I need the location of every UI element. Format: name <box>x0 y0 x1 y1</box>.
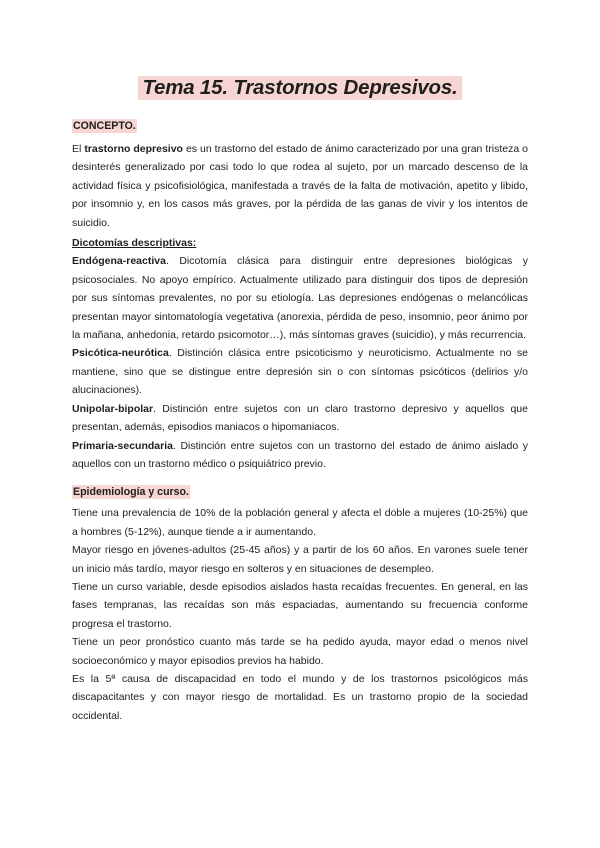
epidemiologia-paragraph: Es la 5ª causa de discapacidad en todo el mundo y de los trastornos psicológicos más discapacitantes y con mayor riesgo de mortalidad. Es un trastorno propio de la sociedad occidental. <box>72 672 528 722</box>
dicotomia-item: Primaria-secundaria. Distinción entre sujetos con un trastorno del estado de ánimo aislado y aquellos con un trastorno médico o psiquiátrico previo. <box>72 439 528 470</box>
section-heading-concepto: CONCEPTO. <box>73 120 136 132</box>
epidemiologia-paragraph: Tiene un peor pronóstico cuanto más tarde se ha pedido ayuda, mayor edad o menos nivel socioeconómico y mayor episodios previos ha habido. <box>72 636 528 667</box>
epidemiologia-paragraph: Tiene una prevalencia de 10% de la población general y afecta el doble a mujeres (10-25%) que a hombres (5-12%), aunque tiende a ir aumentando. <box>72 507 528 538</box>
subheading-dicotomias: Dicotomías descriptivas: <box>72 237 197 250</box>
dicotomia-term: Primaria-secundaria <box>72 439 173 452</box>
dicotomia-term: Endógena-reactiva <box>72 255 166 268</box>
dicotomia-item: Endógena-reactiva. Dicotomía clásica para distinguir entre depresiones biológicas y psicosociales. No apoyo empírico. Actualmente utilizado para distinguir dos tipos de depresión por sus síntomas prevalentes, no por su etiología. Las depresiones endógenas o melancólicas presentan mayor sintomatología vegetativa (anorexia, pérdida de peso, insomnio, peor ánimo por la mañana, anhedonia, retardo psicomotor…), más síntomas graves (suicidio), y más recurrencia. <box>72 255 528 342</box>
page-title: Tema 15. Trastornos Depresivos. <box>138 76 461 100</box>
document-page <box>72 0 528 725</box>
dicotomia-term: Psicótica-neurótica <box>72 347 169 360</box>
dicotomia-term: Unipolar-bipolar <box>72 402 154 415</box>
epidemiologia-paragraph: Mayor riesgo en jóvenes-adultos (25-45 años) y a partir de los 60 años. En varones suele tener un inicio más tardío, mayor riesgo en solteros y en situaciones de desempleo. <box>72 544 528 575</box>
dicotomia-item: Unipolar-bipolar. Distinción entre sujetos con un claro trastorno depresivo y aquellos que presentan, además, episodios maniacos o hipomaniacos. <box>72 402 528 434</box>
section-heading-epidemiologia: Epidemiología y curso. <box>73 486 189 499</box>
dicotomia-item: Psicótica-neurótica. Distinción clásica entre psicoticismo y neuroticismo. Actualmente no se mantiene, sino que se distingue entre depresión sin o con síntomas psicóticos (delirios y/o alucinaciones). <box>72 347 528 397</box>
term-trastorno-depresivo: trastorno depresivo <box>84 143 183 155</box>
epidemiologia-paragraph: Tiene un curso variable, desde episodios aislados hasta recaídas frecuentes. En general, en las fases tempranas, las recaídas son más espaciadas, aumentando su frecuencia conforme progresa el trastorno. <box>72 580 528 630</box>
concepto-paragraph: El trastorno depresivo es un trastorno del estado de ánimo caracterizado por una gran tristeza o desinterés generalizado por casi todo lo que rodea al sujeto, por un marcado descenso de la actividad física y psicofisiológica, manifestada a través de la falta de motivación, apetito y libido, por insomnio y, en los casos más graves, por la pérdida de las ganas de vivir y los intentos de suicidio. <box>72 143 529 229</box>
